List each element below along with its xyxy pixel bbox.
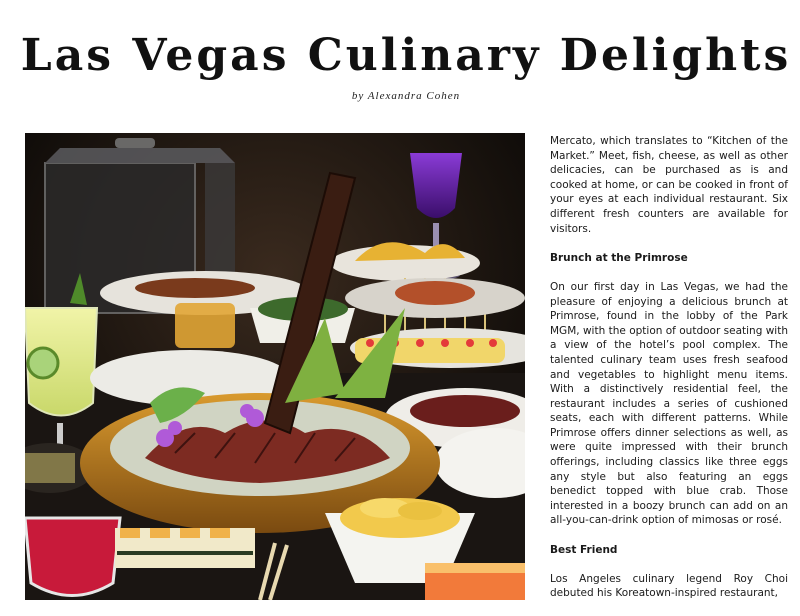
paragraph-mercato: Mercato, which translates to “Kitchen of the Market.” Meet, fish, cheese, as well as other delicacies, can be purchased as is and cooked at home, or can be cooked in front of your eyes at each individual restaurant. Six different fresh counters are available for visitors. bbox=[550, 135, 788, 235]
food-spread-photo bbox=[25, 133, 525, 600]
sushi-corner-right bbox=[425, 563, 525, 600]
food-photo-illustration bbox=[25, 133, 525, 600]
paragraph-brunch: On our first day in Las Vegas, we had the pleasure of enjoying a delicious brunch at Primrose, found in the lobby of the Park MGM, with the option of outdoor seating with a view of the hotel’s pool complex. The talented culinary team uses fresh seafood and vegetables to highlight menu items. With a distinctively residential feel, the restaurant includes a series of cushioned seats, each with different patterns. While Primrose offers dinner selections as well, as were quite impressed with their brunch offerings, including classics like three eggs any style but also featuring an eggs benedict topped with blue crab. Those interested in a boozy brunch can add on an all-you-can-drink option of mimosas or rosé. bbox=[550, 280, 788, 527]
heading-brunch: Brunch at the Primrose bbox=[550, 251, 688, 264]
heading-best-friend: Best Friend bbox=[550, 543, 618, 556]
article-column bbox=[550, 134, 788, 616]
article-title: Las Vegas Culinary Delights bbox=[20, 30, 792, 81]
sushi-bottom bbox=[115, 528, 255, 568]
red-cocktail bbox=[25, 518, 120, 596]
paragraph-best-friend: Los Angeles culinary legend Roy Choi debuted his Koreatown-inspired restaurant, bbox=[550, 572, 788, 600]
byline: by Alexandra Cohen bbox=[351, 90, 461, 102]
